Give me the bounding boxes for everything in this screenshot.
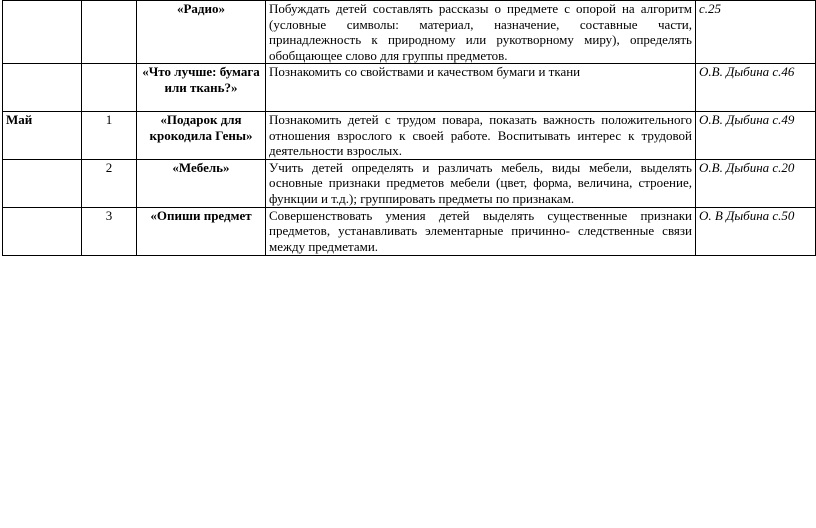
- month-cell: [3, 207, 82, 255]
- topic-cell: «Опиши предмет: [137, 207, 266, 255]
- table-row: [3, 112, 816, 160]
- number-cell: [82, 1, 137, 64]
- lesson-plan-sheet: [2, 0, 816, 256]
- month-cell: [3, 1, 82, 64]
- goal-cell: Совершенствовать умения детей выделять существенные признаки предметов, устанавливать элементарные причинно- следственные связи между предметами.: [266, 207, 696, 255]
- topic-cell: «Что лучше: бумага или ткань?»: [137, 64, 266, 112]
- month-cell: [3, 64, 82, 112]
- goal-cell: Учить детей определять и различать мебель, виды мебели, выделять основные признаки предметов мебели (цвет, форма, величина, строение, функции и т.д.); группировать предметы по признакам.: [266, 159, 696, 207]
- source-cell: О.В. Дыбина с.46: [696, 64, 816, 112]
- goal-cell: Познакомить детей с трудом повара, показать важность положительного отношения взрослого к своей работе. Воспитывать интерес к трудовой деятельности взрослых.: [266, 112, 696, 160]
- table-row: [3, 64, 816, 112]
- table-row: [3, 1, 816, 64]
- source-cell: О.В. Дыбина с.49: [696, 112, 816, 160]
- month-cell: [3, 159, 82, 207]
- topic-cell: «Подарок для крокодила Гены»: [137, 112, 266, 160]
- source-cell: О.В. Дыбина с.20: [696, 159, 816, 207]
- goal-cell: Познакомить со свойствами и качеством бумаги и ткани: [266, 64, 696, 112]
- topic-cell: «Мебель»: [137, 159, 266, 207]
- table-row: [3, 207, 816, 255]
- number-cell: 1: [82, 112, 137, 160]
- lesson-plan-table: [2, 0, 816, 256]
- source-cell: О. В Дыбина с.50: [696, 207, 816, 255]
- topic-cell: «Радио»: [137, 1, 266, 64]
- month-cell: Май: [3, 112, 82, 160]
- number-cell: [82, 64, 137, 112]
- number-cell: 2: [82, 159, 137, 207]
- goal-cell: Побуждать детей составлять рассказы о предмете с опорой на алгоритм (условные символы: материал, назначение, составные части, принадлежность к природному или рукотворному миру), определять обобщающее слово для группы предметов.: [266, 1, 696, 64]
- source-cell: с.25: [696, 1, 816, 64]
- number-cell: 3: [82, 207, 137, 255]
- table-row: [3, 159, 816, 207]
